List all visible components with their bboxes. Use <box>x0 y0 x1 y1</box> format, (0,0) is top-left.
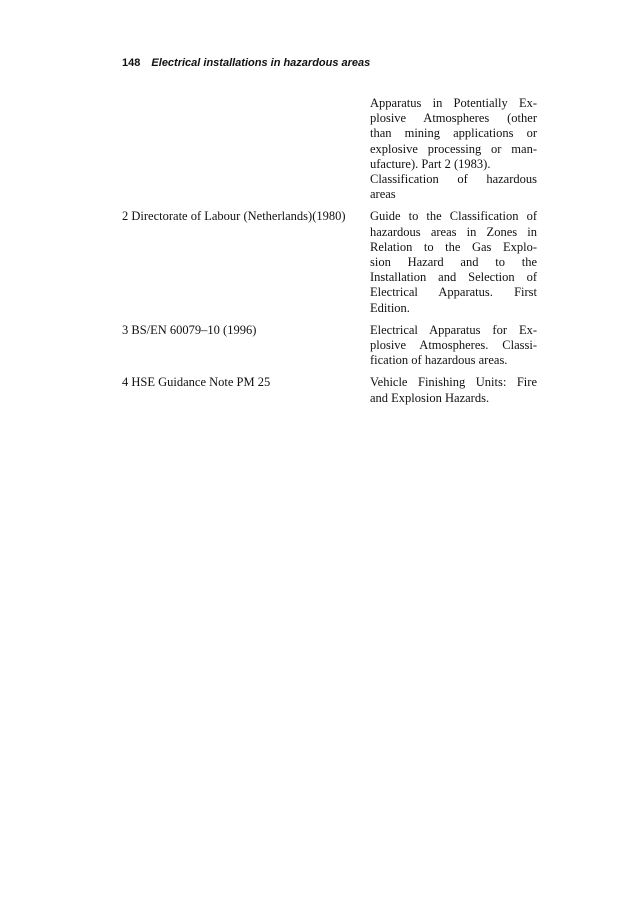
running-head-title: Electrical installations in hazardous areas <box>151 57 371 69</box>
reference-title-line: Classification of hazardous <box>370 172 537 187</box>
reference-source <box>122 96 370 202</box>
reference-title-line: Installation and Selection of <box>370 270 537 285</box>
reference-title-line: hazardous areas in Zones in <box>370 224 537 239</box>
reference-list <box>122 96 538 413</box>
reference-title-line: fication of hazardous areas. <box>370 353 508 368</box>
reference-source: 3 BS/EN 60079–10 (1996) <box>122 322 257 337</box>
reference-title-line: Electrical Apparatus. First <box>370 285 537 300</box>
reference-title-line: plosive Atmospheres. Classi- <box>370 338 537 353</box>
reference-title <box>370 209 537 315</box>
reference-entry <box>122 96 538 202</box>
reference-title <box>370 323 537 369</box>
reference-entry <box>122 209 538 315</box>
reference-entry <box>122 323 538 369</box>
reference-source: 2 Directorate of Labour (Netherlands)(1980) <box>122 209 346 224</box>
reference-title-line: than mining applications or <box>370 126 537 141</box>
reference-title-line: areas <box>370 187 396 202</box>
reference-title-line: ufacture). Part 2 (1983). <box>370 156 491 171</box>
reference-title-line: Guide to the Classification of <box>370 209 537 224</box>
reference-title-line: Edition. <box>370 300 410 315</box>
reference-entry <box>122 375 538 405</box>
reference-title-line: plosive Atmospheres (other <box>370 111 537 126</box>
reference-title-line: Relation to the Gas Explo- <box>370 239 537 254</box>
page-number: 148 <box>122 57 141 69</box>
reference-source: 4 HSE Guidance Note PM 25 <box>122 375 271 390</box>
reference-title-line: Vehicle Finishing Units: Fire <box>370 375 537 390</box>
reference-title-line: Electrical Apparatus for Ex- <box>370 322 537 337</box>
reference-title <box>370 96 537 202</box>
reference-title-line: sion Hazard and to the <box>370 255 537 270</box>
reference-title-line: explosive processing or man- <box>370 141 537 156</box>
reference-title-line: and Explosion Hazards. <box>370 390 490 405</box>
reference-title-line: Apparatus in Potentially Ex- <box>370 96 537 110</box>
reference-title <box>370 375 537 405</box>
running-head <box>122 57 370 69</box>
